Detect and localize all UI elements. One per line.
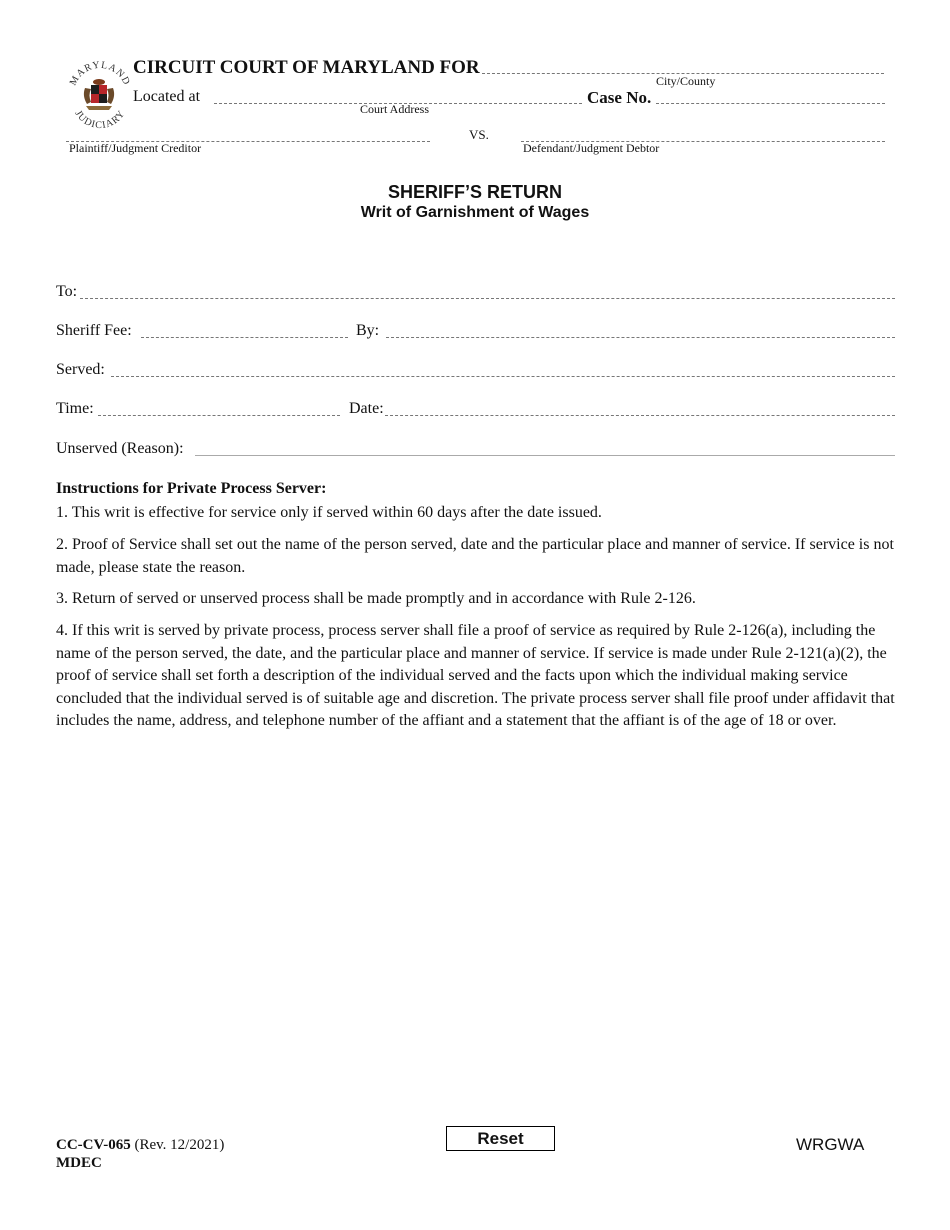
- time-label: Time:: [56, 400, 94, 417]
- by-field[interactable]: [386, 337, 895, 338]
- mdec-label: MDEC: [56, 1155, 102, 1171]
- sheriff-fee-field[interactable]: [141, 337, 348, 338]
- vs-label: VS.: [469, 127, 489, 142]
- plaintiff-caption: Plaintiff/Judgment Creditor: [69, 141, 202, 155]
- form-revision: (Rev. 12/2021): [134, 1137, 225, 1153]
- case-no-field[interactable]: [656, 103, 885, 104]
- form-id: [56, 1137, 224, 1154]
- instruction-item-3: 3. Return of served or unserved process shall be made promptly and in accordance with Rule 2-126.: [56, 590, 696, 607]
- reset-button[interactable]: Reset: [446, 1126, 555, 1151]
- court-address-caption: Court Address: [360, 102, 429, 116]
- seal-bottom-text: JUDICIARY: [72, 108, 128, 132]
- instruction-item-4: 4. If this writ is served by private process, process server shall file a proof of service as required by Rule 2-126(a), including the name of the person served, the date, and the particular place and manner of service. If service is made under Rule 2-121(a)(2), the proof of service shall set forth a description of the individual served and the facts upon which the individual making service concluded that the individual served is of suitable age and discretion. The private process server shall file proof under affidavit that includes the name, address, and telephone number of the affiant and a statement that the affiant is of the age of 18 or over.: [56, 622, 895, 729]
- case-no-label: Case No.: [587, 88, 652, 107]
- date-label: Date:: [349, 400, 384, 417]
- form-code: WRGWA: [796, 1135, 865, 1154]
- court-title: CIRCUIT COURT OF MARYLAND FOR: [133, 57, 480, 78]
- defendant-caption: Defendant/Judgment Debtor: [523, 141, 660, 155]
- by-label: By:: [356, 322, 380, 339]
- served-field[interactable]: [111, 376, 895, 377]
- time-field[interactable]: [98, 415, 340, 416]
- form-number: CC-CV-065: [56, 1137, 131, 1153]
- svg-text:JUDICIARY: [72, 108, 127, 131]
- document-title: SHERIFF’S RETURN: [387, 182, 562, 202]
- unserved-reason-field[interactable]: [195, 455, 895, 456]
- maryland-judiciary-seal: [66, 60, 132, 136]
- sheriff-fee-label: Sheriff Fee:: [56, 322, 132, 339]
- instruction-item-2: 2. Proof of Service shall set out the name of the person served, date and the particular place and manner of service. If service is not made, please state the reason.: [56, 536, 894, 576]
- to-label: To:: [56, 283, 78, 300]
- unserved-reason-label: Unserved (Reason):: [56, 440, 184, 457]
- served-label: Served:: [56, 361, 105, 378]
- date-field[interactable]: [385, 415, 895, 416]
- instructions-heading: Instructions for Private Process Server:: [56, 480, 327, 497]
- city-county-caption: City/County: [656, 74, 716, 88]
- to-field[interactable]: [80, 298, 895, 299]
- seal-top-text: MARYLAND: [67, 60, 132, 88]
- located-at-label: Located at: [133, 88, 201, 105]
- instruction-item-1: 1. This writ is effective for service only if served within 60 days after the date issued.: [56, 504, 602, 521]
- document-subtitle: Writ of Garnishment of Wages: [360, 204, 590, 221]
